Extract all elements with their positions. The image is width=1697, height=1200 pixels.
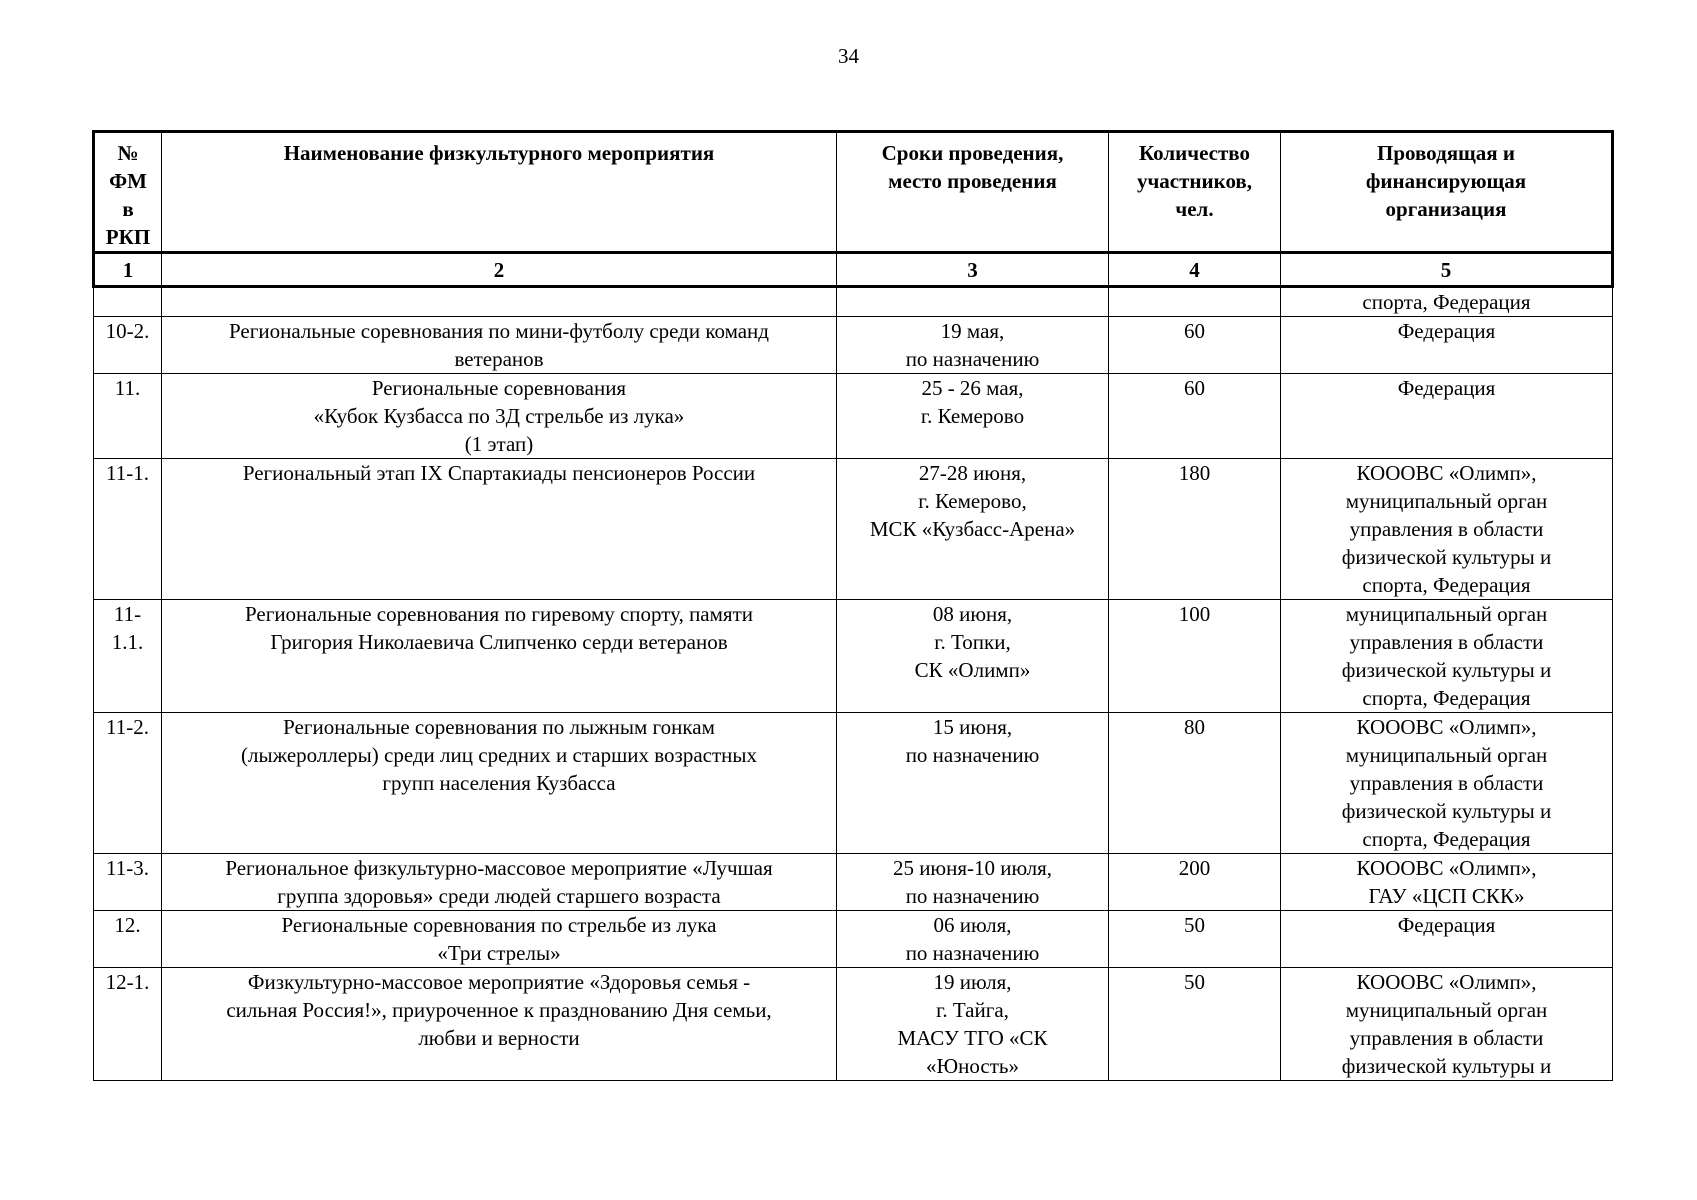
organization: КОООВС «Олимп», муниципальный орган управления в области физической культуры и спорта, Федерация (1281, 459, 1613, 600)
event-dates-place: 15 июня, по назначению (837, 713, 1109, 854)
event-name: Региональные соревнования по гиревому спорту, памяти Григория Николаевича Слипченко серди ветеранов (162, 600, 837, 713)
header-participants: Количество участников, чел. (1109, 132, 1281, 253)
page-number: 34 (838, 44, 859, 68)
header-dates-place: Сроки проведения, место проведения (837, 132, 1109, 253)
participant-count: 200 (1109, 854, 1281, 911)
event-dates-place: 27-28 июня, г. Кемерово, МСК «Кузбасс-Арена» (837, 459, 1109, 600)
header-event-name: Наименование физкультурного мероприятия (162, 132, 837, 253)
event-name: Региональные соревнования по мини-футболу среди команд ветеранов (162, 317, 837, 374)
table-row (94, 374, 1613, 459)
event-name: Региональные соревнования по стрельбе из лука «Три стрелы» (162, 911, 837, 968)
column-number: 2 (162, 253, 837, 287)
header-organization: Проводящая и финансирующая организация (1281, 132, 1613, 253)
table-row (94, 459, 1613, 600)
event-name (162, 287, 837, 317)
event-name: Физкультурно-массовое мероприятие «Здоровья семья - сильная Россия!», приуроченное к празднованию Дня семьи, любви и верности (162, 968, 837, 1081)
participant-count: 180 (1109, 459, 1281, 600)
column-number: 5 (1281, 253, 1613, 287)
organization: муниципальный орган управления в области физической культуры и спорта, Федерация (1281, 600, 1613, 713)
table-row (94, 600, 1613, 713)
organization: Федерация (1281, 374, 1613, 459)
row-number: 11. (94, 374, 162, 459)
column-number: 3 (837, 253, 1109, 287)
participant-count: 60 (1109, 374, 1281, 459)
table-row (94, 854, 1613, 911)
event-name: Региональные соревнования «Кубок Кузбасса по 3Д стрельбе из лука» (1 этап) (162, 374, 837, 459)
event-dates-place: 08 июня, г. Топки, СК «Олимп» (837, 600, 1109, 713)
participant-count: 50 (1109, 968, 1281, 1081)
table-row (94, 968, 1613, 1081)
row-number: 11- 1.1. (94, 600, 162, 713)
row-number (94, 287, 162, 317)
organization: КОООВС «Олимп», ГАУ «ЦСП СКК» (1281, 854, 1613, 911)
participant-count: 50 (1109, 911, 1281, 968)
organization: КОООВС «Олимп», муниципальный орган управления в области физической культуры и спорта, Федерация (1281, 713, 1613, 854)
participant-count: 100 (1109, 600, 1281, 713)
event-dates-place: 25 июня-10 июля, по назначению (837, 854, 1109, 911)
organization: КОООВС «Олимп», муниципальный орган управления в области физической культуры и (1281, 968, 1613, 1081)
event-name: Региональный этап IX Спартакиады пенсионеров России (162, 459, 837, 600)
participant-count (1109, 287, 1281, 317)
table-row (94, 911, 1613, 968)
organization: Федерация (1281, 911, 1613, 968)
column-number: 1 (94, 253, 162, 287)
row-number: 12-1. (94, 968, 162, 1081)
row-number: 10-2. (94, 317, 162, 374)
organization: спорта, Федерация (1281, 287, 1613, 317)
table-row (94, 317, 1613, 374)
column-number: 4 (1109, 253, 1281, 287)
row-number: 11-3. (94, 854, 162, 911)
table-row (94, 287, 1613, 317)
row-number: 12. (94, 911, 162, 968)
table-body (94, 287, 1613, 1081)
header-number: № ФМ в РКП (94, 132, 162, 253)
row-number: 11-1. (94, 459, 162, 600)
participant-count: 60 (1109, 317, 1281, 374)
event-name: Региональное физкультурно-массовое мероприятие «Лучшая группа здоровья» среди людей старшего возраста (162, 854, 837, 911)
event-dates-place (837, 287, 1109, 317)
events-table (92, 130, 1614, 1081)
event-dates-place: 25 - 26 мая, г. Кемерово (837, 374, 1109, 459)
event-dates-place: 19 июля, г. Тайга, МАСУ ТГО «СК «Юность» (837, 968, 1109, 1081)
row-number: 11-2. (94, 713, 162, 854)
participant-count: 80 (1109, 713, 1281, 854)
table-row (94, 713, 1613, 854)
event-dates-place: 19 мая, по назначению (837, 317, 1109, 374)
event-name: Региональные соревнования по лыжным гонкам (лыжероллеры) среди лиц средних и старших возрастных групп населения Кузбасса (162, 713, 837, 854)
organization: Федерация (1281, 317, 1613, 374)
event-dates-place: 06 июля, по назначению (837, 911, 1109, 968)
table-header (94, 132, 1613, 287)
column-numbers-row (94, 253, 1613, 287)
